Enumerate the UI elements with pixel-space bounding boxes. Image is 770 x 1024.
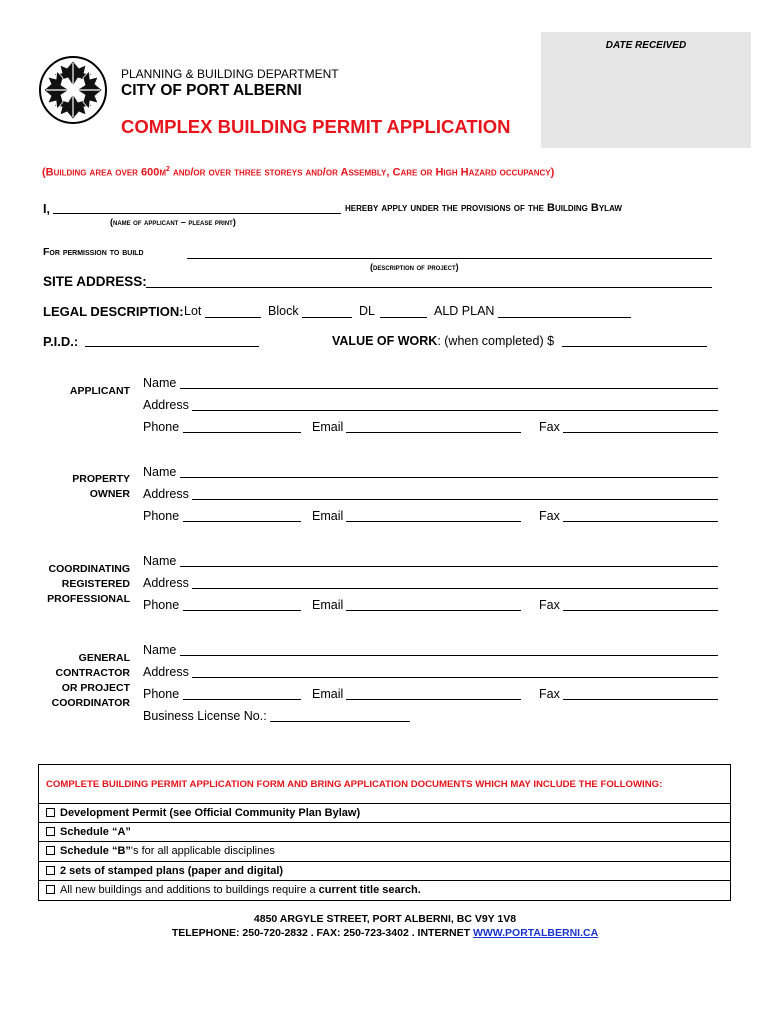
party-role-line: CONTRACTOR xyxy=(55,667,130,679)
document-item-text: Development Permit (see Official Community Plan Bylaw) xyxy=(60,807,361,819)
email-line[interactable] xyxy=(346,432,521,433)
document-item-text: All new buildings and additions to buildings require a xyxy=(60,884,319,896)
dl-line[interactable] xyxy=(380,317,427,318)
value-of-work-line[interactable] xyxy=(562,346,707,347)
fax-label: Fax xyxy=(539,420,560,434)
business-license-label: Business License No.: xyxy=(143,709,267,723)
phone-label: Phone xyxy=(143,509,180,523)
block-label: Block xyxy=(268,304,299,318)
fax-line[interactable] xyxy=(563,521,718,522)
project-hint: (description of project) xyxy=(370,262,459,272)
fax-line[interactable] xyxy=(563,610,718,611)
declaration-prefix: I, xyxy=(43,202,50,216)
address-line[interactable] xyxy=(192,588,718,589)
party-role-label xyxy=(40,384,130,399)
address-line[interactable] xyxy=(192,677,718,678)
form-title: COMPLEX BUILDING PERMIT APPLICATION xyxy=(121,116,511,137)
name-line[interactable] xyxy=(180,388,718,389)
email-line[interactable] xyxy=(346,610,521,611)
party-role-label xyxy=(40,562,130,607)
checkbox[interactable] xyxy=(46,866,55,875)
value-of-work-suffix: : (when completed) $ xyxy=(437,334,555,348)
fax-line[interactable] xyxy=(563,432,718,433)
document-item xyxy=(38,880,731,900)
applicant-name-line[interactable] xyxy=(53,213,341,214)
document-item-text: 's for all applicable disciplines xyxy=(130,845,275,857)
party-role-line: PROPERTY xyxy=(72,473,130,485)
document-item xyxy=(38,861,731,881)
party-role-line: OR PROJECT xyxy=(61,682,130,694)
address-label: Address xyxy=(143,665,189,679)
pid-line[interactable] xyxy=(85,346,259,347)
fax-label: Fax xyxy=(539,509,560,523)
footer-address: 4850 ARGYLE STREET, PORT ALBERNI, BC V9Y 1V8 xyxy=(253,913,517,925)
phone-line[interactable] xyxy=(183,521,301,522)
party-role-label xyxy=(40,651,130,711)
documents-heading: COMPLETE BUILDING PERMIT APPLICATION FORM AND BRING APPLICATION DOCUMENTS WHICH MAY INCLUDE THE FOLLOWING: xyxy=(46,779,663,790)
party-role-line: COORDINATING xyxy=(48,563,130,575)
scope-note xyxy=(42,166,554,179)
email-label: Email xyxy=(312,687,344,701)
department-name: PLANNING & BUILDING DEPARTMENT xyxy=(121,67,339,81)
site-address-label: SITE ADDRESS: xyxy=(43,274,147,289)
document-item xyxy=(38,803,731,823)
name-line[interactable] xyxy=(180,566,718,567)
document-item-text: 2 sets of stamped plans (paper and digital) xyxy=(60,865,284,877)
document-item xyxy=(38,822,731,842)
footer-contact xyxy=(0,927,770,939)
name-label: Name xyxy=(143,465,177,479)
phone-line[interactable] xyxy=(183,699,301,700)
lot-label: Lot xyxy=(184,304,202,318)
email-label: Email xyxy=(312,598,344,612)
phone-label: Phone xyxy=(143,420,180,434)
email-label: Email xyxy=(312,509,344,523)
phone-label: Phone xyxy=(143,687,180,701)
scope-note-part1: (Building area over 600m xyxy=(42,166,167,179)
email-line[interactable] xyxy=(346,699,521,700)
block-line[interactable] xyxy=(302,317,352,318)
checkbox[interactable] xyxy=(46,808,55,817)
document-item xyxy=(38,841,731,861)
permission-label: For permission to build xyxy=(43,246,144,258)
fax-label: Fax xyxy=(539,687,560,701)
name-hint: (name of applicant – please print) xyxy=(110,217,236,227)
date-received-box xyxy=(541,32,751,148)
checkbox[interactable] xyxy=(46,846,55,855)
project-description-line[interactable] xyxy=(187,258,712,259)
business-license-line[interactable] xyxy=(270,721,410,722)
email-line[interactable] xyxy=(346,521,521,522)
party-role-line: GENERAL xyxy=(78,652,130,664)
party-role-line: APPLICANT xyxy=(69,385,130,397)
site-address-line[interactable] xyxy=(146,287,712,288)
address-label: Address xyxy=(143,576,189,590)
legal-description-label: LEGAL DESCRIPTION: xyxy=(43,304,184,319)
value-of-work-label: VALUE OF WORK xyxy=(332,334,438,348)
fax-line[interactable] xyxy=(563,699,718,700)
party-role-line: PROFESSIONAL xyxy=(47,593,130,605)
document-item-text: Schedule “A” xyxy=(60,826,131,838)
footer-contact-text: TELEPHONE: 250-720-2832 . FAX: 250-723-3402 . INTERNET xyxy=(171,927,473,939)
ald-plan-label: ALD PLAN xyxy=(434,304,495,318)
city-name: CITY OF PORT ALBERNI xyxy=(121,82,302,99)
address-label: Address xyxy=(143,487,189,501)
date-received-label: DATE RECEIVED xyxy=(605,40,687,51)
address-label: Address xyxy=(143,398,189,412)
email-label: Email xyxy=(312,420,344,434)
name-label: Name xyxy=(143,643,177,657)
name-line[interactable] xyxy=(180,477,718,478)
name-label: Name xyxy=(143,376,177,390)
address-line[interactable] xyxy=(192,499,718,500)
party-role-line: REGISTERED xyxy=(61,578,130,590)
address-line[interactable] xyxy=(192,410,718,411)
checkbox[interactable] xyxy=(46,885,55,894)
document-item-text: Schedule “B” xyxy=(60,845,131,857)
document-item-text: current title search. xyxy=(318,884,421,896)
declaration-suffix: hereby apply under the provisions of the Building Bylaw xyxy=(345,202,622,214)
website-link[interactable]: WWW.PORTALBERNI.CA xyxy=(472,927,599,939)
scope-note-part2: and/or over three storeys and/or Assembly, Care or High Hazard occupancy) xyxy=(169,166,555,179)
value-of-work xyxy=(332,334,554,348)
checkbox[interactable] xyxy=(46,827,55,836)
name-line[interactable] xyxy=(180,655,718,656)
party-role-line: COORDINATOR xyxy=(51,697,130,709)
fax-label: Fax xyxy=(539,598,560,612)
dl-label: DL xyxy=(359,304,375,318)
phone-line[interactable] xyxy=(183,610,301,611)
pid-label: P.I.D.: xyxy=(43,334,79,349)
city-leaves-logo-icon xyxy=(38,55,108,125)
phone-line[interactable] xyxy=(183,432,301,433)
lot-line[interactable] xyxy=(205,317,261,318)
ald-plan-line[interactable] xyxy=(498,317,631,318)
name-label: Name xyxy=(143,554,177,568)
scope-note-sup: 2 xyxy=(166,166,170,173)
phone-label: Phone xyxy=(143,598,180,612)
party-role-line: OWNER xyxy=(89,488,130,500)
party-role-label xyxy=(40,472,130,502)
